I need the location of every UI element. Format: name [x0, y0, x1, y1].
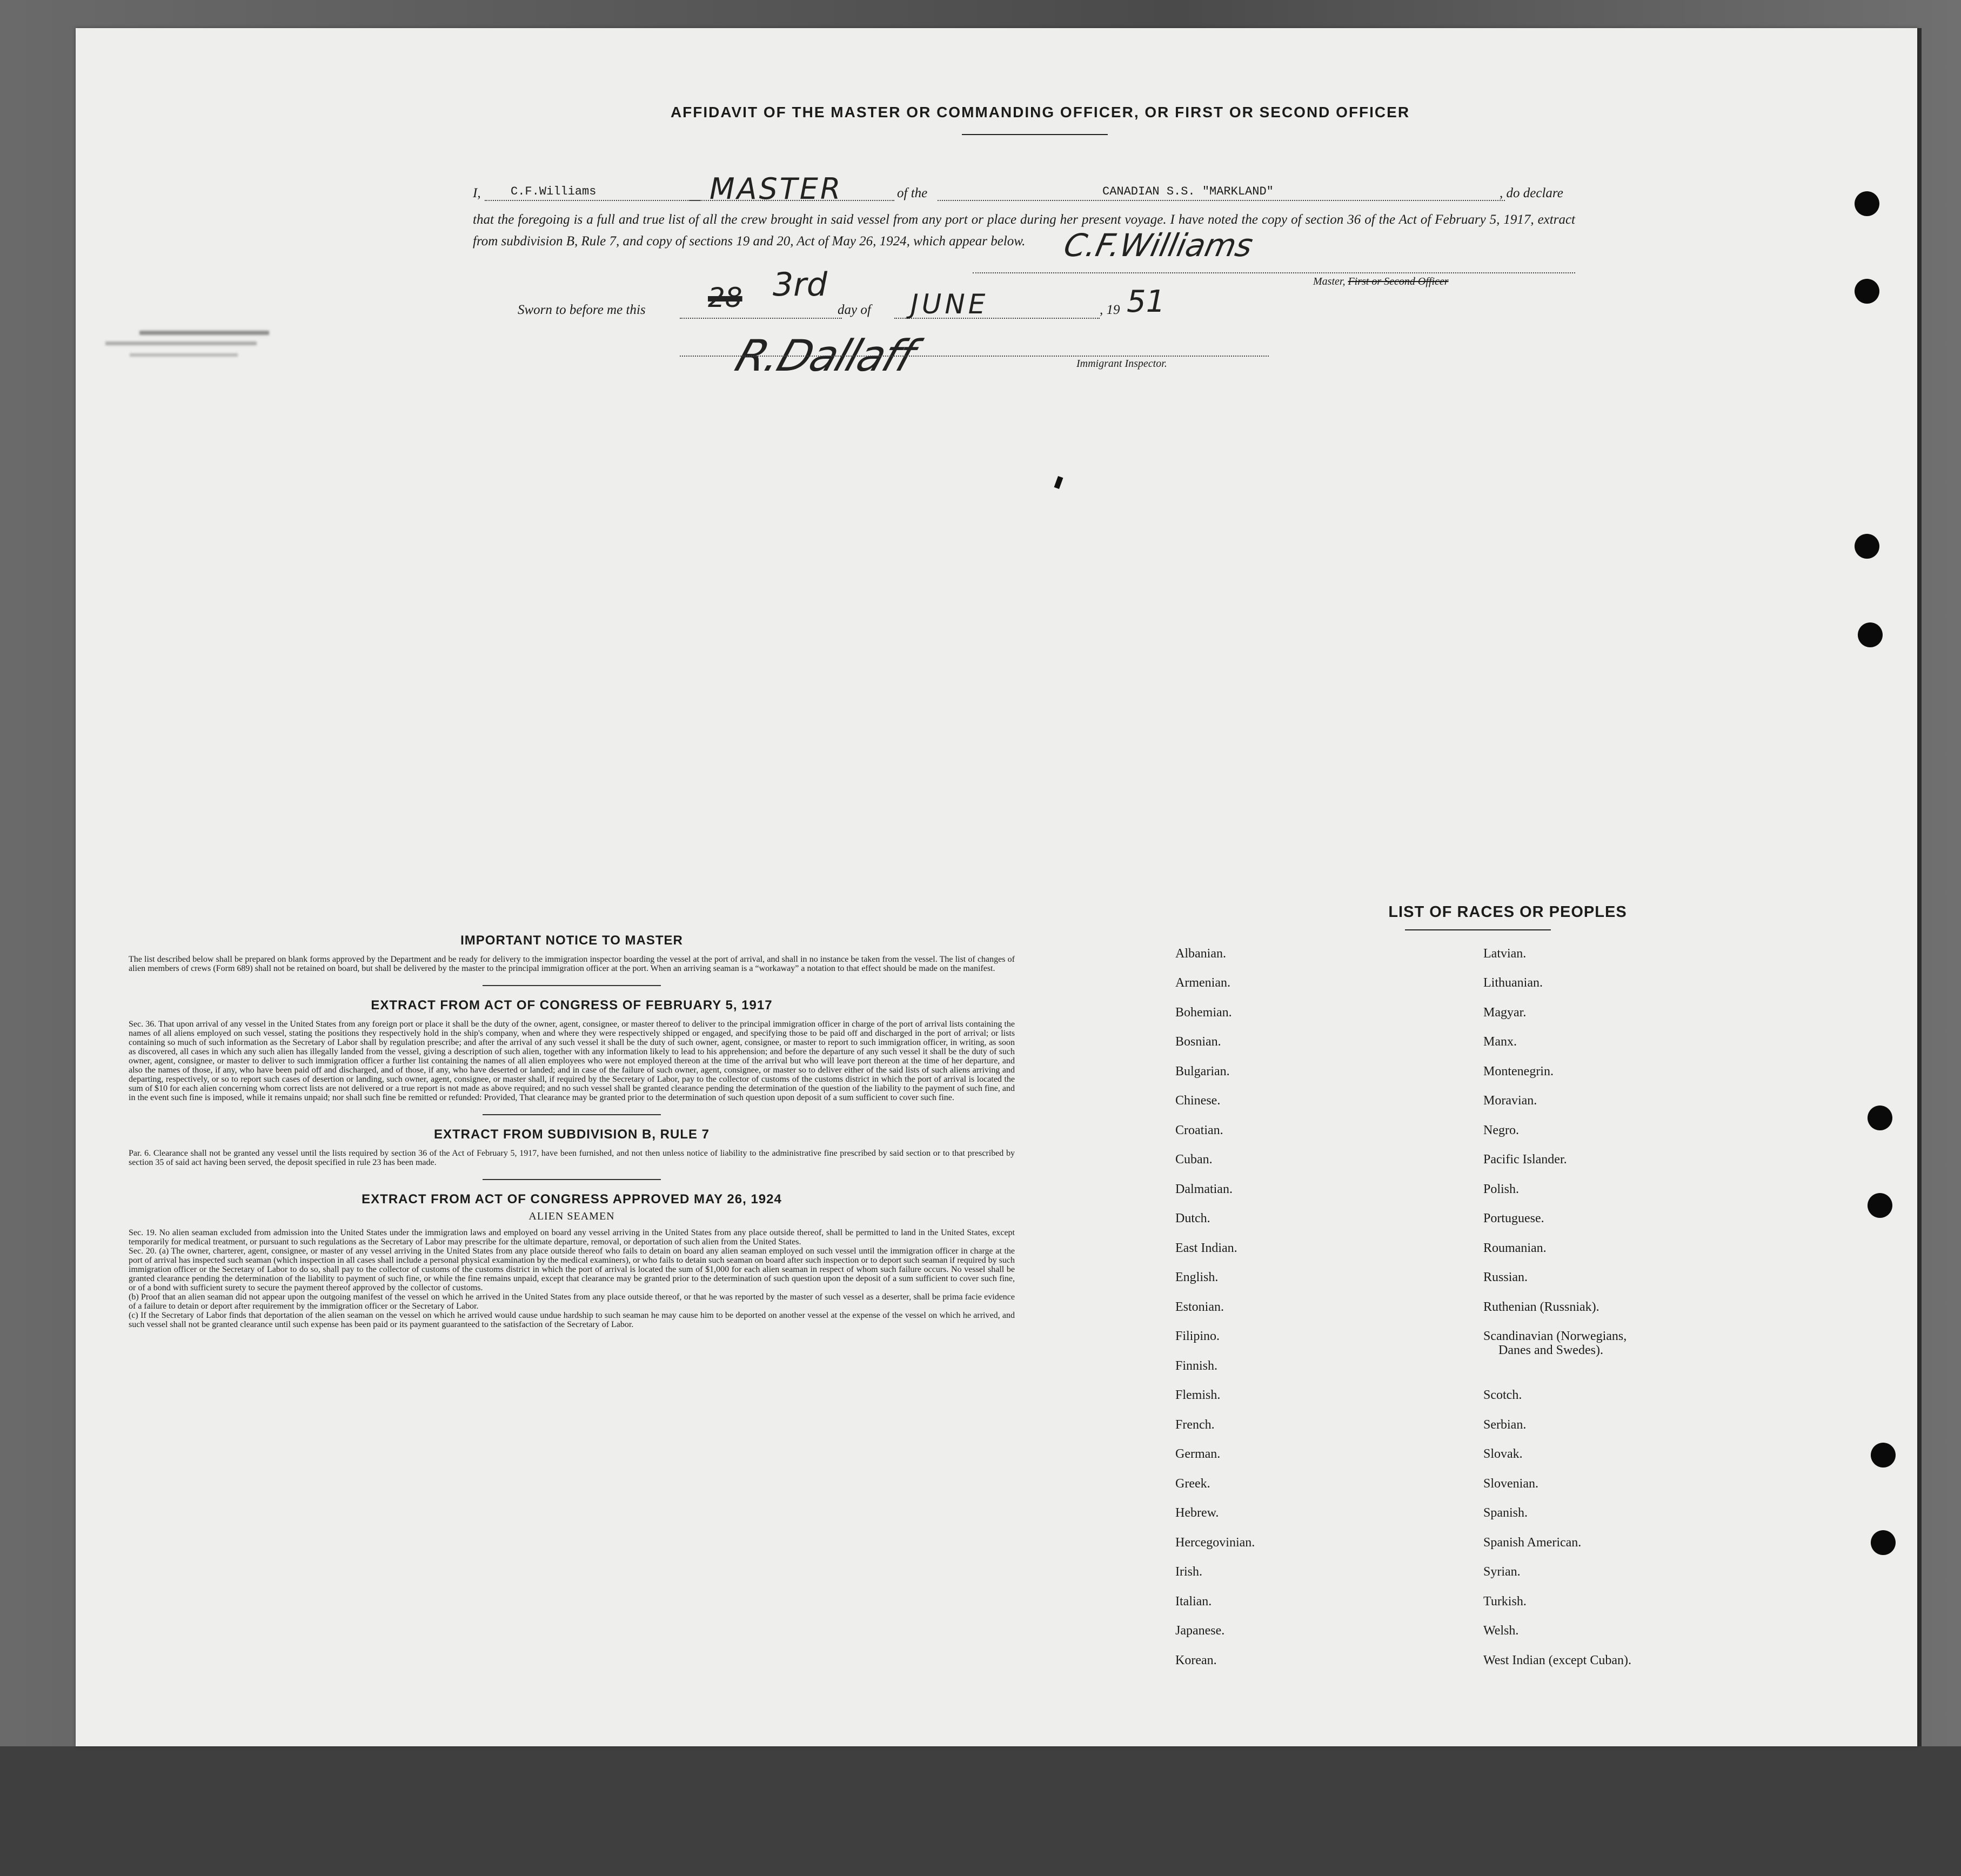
race-item: Filipino. [1175, 1329, 1220, 1343]
bleed-through-mark [130, 353, 238, 357]
punch-hole [1871, 1530, 1896, 1555]
race-item: Japanese. [1175, 1624, 1225, 1638]
race-item: Manx. [1483, 1035, 1517, 1049]
race-item: West Indian (except Cuban). [1483, 1653, 1631, 1667]
day-line [680, 318, 842, 319]
section-divider [483, 1179, 661, 1180]
inspector-label: Immigrant Inspector. [1076, 358, 1167, 370]
race-item: Korean. [1175, 1653, 1217, 1667]
race-item: Russian. [1483, 1270, 1528, 1284]
punch-hole [1855, 191, 1879, 216]
race-item: Slovenian. [1483, 1477, 1538, 1491]
punch-hole [1871, 1443, 1896, 1468]
do-declare-label: , do declare [1500, 186, 1563, 200]
race-item: Spanish. [1483, 1506, 1528, 1520]
race-item: Flemish. [1175, 1388, 1221, 1402]
signature-line [973, 272, 1575, 273]
race-item: Negro. [1483, 1123, 1519, 1137]
race-item: Spanish American. [1483, 1536, 1582, 1550]
race-item: Bulgarian. [1175, 1064, 1230, 1078]
rank-line [689, 200, 894, 201]
extract-rule7-text: Par. 6. Clearance shall not be granted any vessel until the lists required by section 36 of the Act of February 5, 1917, have been furnished, and not then unless notice of liability to the administrative fine prescribed by said section or to that prescribed by section 35 of said act having been served, the deposit specified in rule 23 has been made. [129, 1149, 1015, 1167]
race-item: Albanian. [1175, 947, 1226, 961]
race-item: French. [1175, 1418, 1215, 1432]
extract-1924-sec19: Sec. 19. No alien seaman excluded from admission into the United States under the immigration laws and employed on board any vessel arriving in the United States from any place outside thereof, shall be permitted to land in the United States, except temporarily for medical treatment, or pursuant to such regulations as the Secretary of Labor may prescribe for the ultimate departure, removal, or deportation of such alien from the United States. [129, 1228, 1015, 1247]
race-item: Serbian. [1483, 1418, 1527, 1432]
races-left-column [1175, 947, 1478, 1703]
punch-hole [1868, 1193, 1892, 1218]
day-handwritten: 3rd [773, 266, 827, 304]
extract-1917-heading: EXTRACT FROM ACT OF CONGRESS OF FEBRUARY 5, 1917 [371, 998, 773, 1013]
extract-rule7-heading: EXTRACT FROM SUBDIVISION B, RULE 7 [433, 1127, 710, 1142]
races-right-column [1483, 947, 1786, 1703]
race-item: Slovak. [1483, 1447, 1523, 1461]
day-struck: 28 [708, 282, 742, 313]
rank-handwritten: MASTER [710, 172, 843, 206]
race-item: Armenian. [1175, 976, 1230, 990]
race-item: Scandinavian (Norwegians, [1483, 1329, 1627, 1343]
year-handwritten: 51 [1127, 284, 1166, 319]
race-item: Irish. [1175, 1565, 1202, 1579]
race-item: Bosnian. [1175, 1035, 1221, 1049]
race-item: Syrian. [1483, 1565, 1521, 1579]
race-item: Hebrew. [1175, 1506, 1219, 1520]
race-item: Portuguese. [1483, 1211, 1544, 1225]
punch-hole [1868, 1106, 1892, 1130]
notice-heading: IMPORTANT NOTICE TO MASTER [460, 933, 683, 948]
declaration-text: that the foregoing is a full and true list of all the crew brought in said vessel from any port or place during her present voyage. I have noted the copy of section 36 of the Act of February 5, 1917, extract from subdivision B, Rule 7, and copy of sections 19 and 20, Act of May 26, 1924, which appear below. [473, 212, 1575, 249]
extract-1924-subheading: ALIEN SEAMEN [528, 1210, 615, 1222]
race-item: English. [1175, 1270, 1219, 1284]
race-item: Welsh. [1483, 1624, 1519, 1638]
race-item: Italian. [1175, 1594, 1212, 1609]
extract-1924-sec20a: Sec. 20. (a) The owner, charterer, agent, consignee, or master of any vessel arriving in the United States from any place outside thereof who fails to detain on board any alien seaman employed on such vessel until the immigration officer in charge at the port of arrival has inspected such seaman (which inspection in all cases shall include a personal physical examination by the medical examiners), or who fails to detain such seaman on board after such inspection or to deport such seaman if required by such immigration officer or the Secretary of Labor to do so, shall pay to the collector of customs of the customs district in which the port of arrival is located the sum of $1,000 for each alien seaman in respect of whom such failure occurs. No vessel shall be granted clearance pending the determination of the liability to payment of such fine, or while the fine remains unpaid, except that clearance may be granted prior to the determination of such question upon the deposit of a sum sufficient to cover such fine, or of a bond with sufficient surety to secure the payment thereof approved by the collector of customs. [129, 1247, 1015, 1292]
extract-1924-sec20b: (b) Proof that an alien seaman did not appear upon the outgoing manifest of the vessel on which he arrived in the United States from any place outside thereof, or that he was reported by the master of such vessel as a deserter, shall be prima facie evidence of a failure to detain or deport after requirement by the immigration officer or the Secretary of Labor. [129, 1292, 1015, 1311]
race-item: Cuban. [1175, 1153, 1213, 1167]
vessel-name: CANADIAN S.S. "MARKLAND" [1102, 185, 1274, 198]
extract-1924-heading: EXTRACT FROM ACT OF CONGRESS APPROVED MAY 26, 1924 [362, 1192, 782, 1207]
race-item: Turkish. [1483, 1594, 1527, 1609]
race-item: Montenegrin. [1483, 1064, 1554, 1078]
race-item: Chinese. [1175, 1094, 1221, 1108]
bleed-through-mark [139, 331, 269, 335]
of-the-label: of the [897, 186, 928, 200]
race-item: Dutch. [1175, 1211, 1210, 1225]
extract-1924-sec20c: (c) If the Secretary of Labor finds that deportation of the alien seaman on the vessel on which he arrived would cause undue hardship to such seaman he may cause him to be deported on another vessel at the expense of the vessel on which he arrived, and such vessel shall not be granted clearance until such expense has been paid or its payment guaranteed to the satisfaction of the Secretary of Labor. [129, 1311, 1015, 1329]
race-item: Finnish. [1175, 1359, 1218, 1373]
race-item: Ruthenian (Russniak). [1483, 1300, 1599, 1314]
ink-speck [1054, 476, 1063, 489]
year-prefix: , 19 [1100, 303, 1120, 317]
signer-title-master: Master, [1313, 276, 1348, 287]
race-item: East Indian. [1175, 1241, 1237, 1255]
race-item: Lithuanian. [1483, 976, 1543, 990]
bleed-through-mark [105, 341, 257, 345]
race-item: Croatian. [1175, 1123, 1223, 1137]
month-handwritten: JUNE [911, 289, 989, 320]
race-item: Greek. [1175, 1477, 1210, 1491]
inspector-line [680, 356, 1269, 357]
punch-hole [1858, 622, 1883, 647]
race-item: German. [1175, 1447, 1221, 1461]
race-item: Roumanian. [1483, 1241, 1547, 1255]
extract-1917-text: Sec. 36. That upon arrival of any vessel in the United States from any foreign port or place it shall be the duty of the owner, agent, consignee, or master thereof to deliver to the principal immigration officer in charge of the port of arrival lists containing the names of all aliens employed on such vessel, stating the positions they respectively hold in the ship's company, when and where they were respectively shipped or engaged, and specifying those to be paid off and discharged in the port of arrival; or lists containing so much of such information as the Secretary of Labor shall by regulation prescribe; and after the arrival of any such vessel it shall be the duty of such owner, agent, consignee, or master to report to such immigration officer, in writing, as soon as discovered, all cases in which any such alien has illegally landed from the vessel, giving a description of such alien, together with any information likely to lead to his apprehension; and before the departure of any such vessel it shall be the duty of such owner, agent, consignee, or master to deliver to such immigration officer a further list containing the names of all alien employees who were not employed thereon at the time of the arrival but who will leave port thereon at the time of her departure, and also the names of those, if any, who have been paid off and discharged, and of those, if any, who have deserted or landed; and in case of the failure of such owner, agent, consignee, or master so to deliver either of the said lists of such aliens arriving and departing, respectively, or so to report such cases of desertion or landing, such owner, agent, consignee, or master shall, if required by the Secretary of Labor, pay to the collector of customs of the customs district in which the port of arrival is located the sum of $10 for each alien concerning whom correct lists are not delivered or a true report is not made as above required; and no such vessel shall be granted clearance pending the determination of the question of the liability to the payment of such fine, and in the event such fine is imposed, while it remains unpaid; nor shall such fine be remitted or refunded: Provided, That clearance may be granted prior to the determination of such question upon deposit of a sum sufficient to cover such fine. [129, 1020, 1015, 1102]
section-divider [483, 985, 661, 986]
race-item: Polish. [1483, 1182, 1520, 1196]
day-of-label: day of [838, 303, 871, 317]
sworn-label: Sworn to before me this [518, 303, 646, 317]
notice-column [129, 933, 1015, 1329]
document-page [76, 28, 1917, 1746]
race-item: Hercegovinian. [1175, 1536, 1255, 1550]
section-divider [483, 1114, 661, 1115]
sheet-edge-shadow [1917, 28, 1922, 1746]
declaration-first-line [473, 172, 1575, 207]
master-name: C.F.Williams [511, 185, 597, 198]
title-underline [962, 134, 1108, 135]
races-list-title: LIST OF RACES OR PEOPLES [1388, 903, 1627, 921]
race-item: Dalmatian. [1175, 1182, 1233, 1196]
scan-bottom-margin [0, 1746, 1961, 1876]
signer-title-struck: First or Second Officer [1348, 276, 1449, 287]
signer-title [1313, 276, 1449, 288]
race-item: Scotch. [1483, 1388, 1522, 1402]
inspector-signature: R.Dallaff [729, 331, 921, 381]
races-title-underline [1405, 929, 1551, 930]
master-signature: C.F.Williams [1060, 227, 1256, 264]
punch-hole [1855, 279, 1879, 304]
i-label: I, [473, 186, 481, 200]
race-item: Bohemian. [1175, 1006, 1232, 1020]
race-item: Estonian. [1175, 1300, 1224, 1314]
race-item: Latvian. [1483, 947, 1527, 961]
vessel-line [938, 200, 1505, 201]
punch-hole [1855, 534, 1879, 559]
race-item: Moravian. [1483, 1094, 1537, 1108]
name-line [485, 200, 701, 201]
affidavit-title: AFFIDAVIT OF THE MASTER OR COMMANDING OFFICER, OR FIRST OR SECOND OFFICER [670, 104, 1410, 120]
notice-text: The list described below shall be prepared on blank forms approved by the Department and be ready for delivery to the immigration inspector boarding the vessel at the port of arrival, and shall in no instance be taken from the vessel. The list of changes of alien members of crews (Form 689) shall not be retained on board, but shall be delivered by the master to the principal immigration officer at the port. When an arriving seaman is a “workaway” a notation to that effect should be made on the manifest. [129, 955, 1015, 973]
race-item: Magyar. [1483, 1006, 1527, 1020]
race-item-continued: Danes and Swedes). [1498, 1343, 1603, 1357]
race-item: Pacific Islander. [1483, 1153, 1567, 1167]
